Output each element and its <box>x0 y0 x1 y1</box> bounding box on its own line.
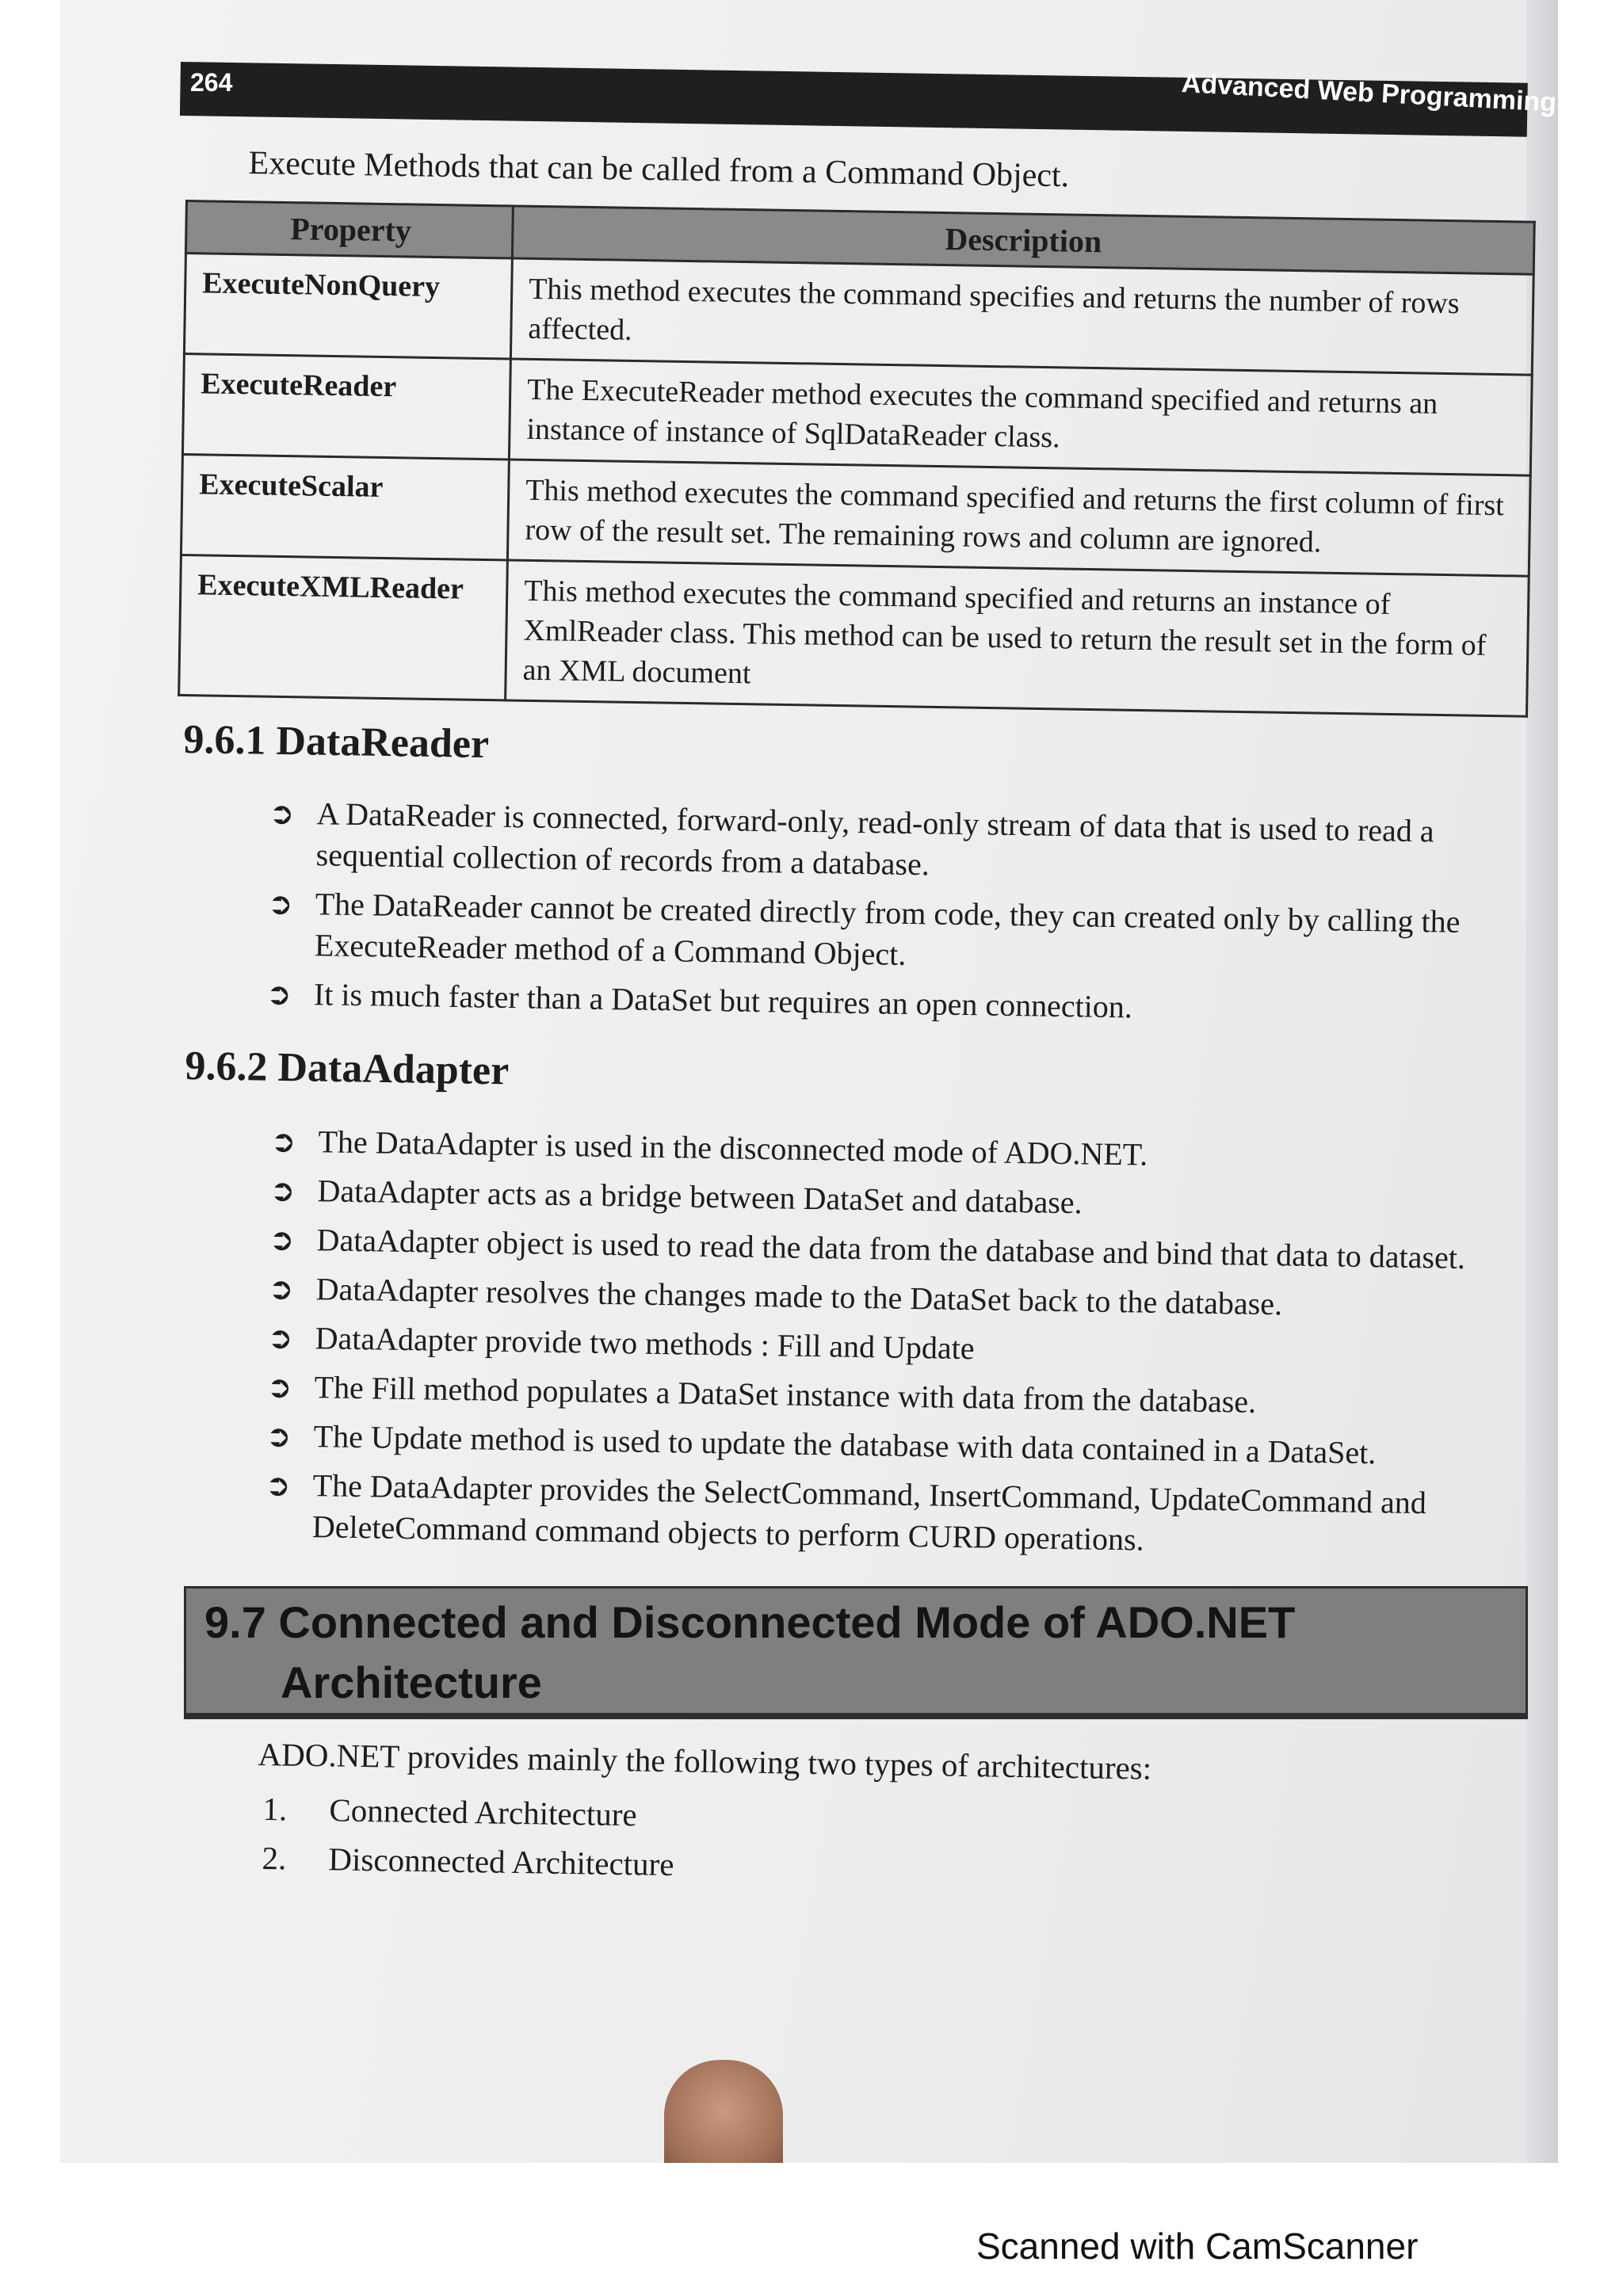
arrow-bullet-icon: ➲ <box>266 1369 292 1405</box>
arrow-bullet-icon: ➲ <box>267 1320 293 1356</box>
heading-line-2: Architecture <box>281 1657 542 1707</box>
bullet-text: DataAdapter resolves the changes made to the DataSet back to the database. <box>315 1271 1283 1322</box>
column-header-description: Description <box>512 206 1534 274</box>
bullet-text: DataAdapter provide two methods : Fill and Update <box>315 1320 975 1367</box>
arrow-bullet-icon: ➲ <box>270 1123 296 1159</box>
arrow-bullet-icon: ➲ <box>265 976 292 1012</box>
bullet-text: The Update method is used to update the database with data contained in a DataSet. <box>313 1418 1377 1471</box>
description-cell: This method executes the command specified and returns the first column of first row of the result set. The remaining rows and column are ignored. <box>507 460 1530 576</box>
table-caption: Execute Methods that can be called from a Command Object. <box>248 144 1070 195</box>
bullet-text: DataAdapter object is used to read the data from the database and bind that data to dataset. <box>316 1222 1466 1276</box>
bullet-text: The DataAdapter is used in the disconnected mode of ADO.NET. <box>318 1123 1148 1173</box>
execute-methods-table <box>178 200 1536 718</box>
section-title-dataadapter: 9.6.2 DataAdapter <box>185 1043 510 1094</box>
bullet-text: DataAdapter acts as a bridge between DataSet and database. <box>317 1173 1083 1221</box>
arrow-bullet-icon: ➲ <box>265 1467 291 1503</box>
arrow-bullet-icon: ➲ <box>269 1173 296 1208</box>
arrow-bullet-icon: ➲ <box>265 1418 292 1454</box>
description-cell: The ExecuteReader method executes the command specified and returns an instance of instance of SqlDataReader class. <box>509 359 1532 475</box>
property-cell: ExecuteScalar <box>181 454 509 559</box>
list-item <box>253 883 1545 986</box>
scanner-watermark: Scanned with CamScanner <box>976 2225 1419 2267</box>
arrow-bullet-icon: ➲ <box>269 795 295 831</box>
property-cell: ExecuteNonQuery <box>184 254 512 359</box>
arrow-bullet-icon: ➲ <box>267 886 293 921</box>
property-cell: ExecuteXMLReader <box>179 555 508 700</box>
arrow-bullet-icon: ➲ <box>269 1222 295 1257</box>
heading-line-1: 9.7 Connected and Disconnected Mode of ADO.NET <box>204 1597 1296 1647</box>
list-item <box>262 1784 675 1840</box>
item-number: 2. <box>262 1839 287 1877</box>
page-number: 264 <box>190 68 233 97</box>
architecture-intro: ADO.NET provides mainly the following two types of architectures: <box>258 1735 1152 1787</box>
section-heading-architecture <box>204 1592 1409 1713</box>
table-row <box>179 555 1529 716</box>
bullet-text: The DataAdapter provides the SelectCommand, InsertCommand, UpdateCommand and DeleteCommand command objects to perform CURD operations. <box>311 1467 1427 1558</box>
list-item <box>250 1464 1543 1567</box>
item-number: 1. <box>262 1790 288 1828</box>
description-cell: This method executes the command specified and returns an instance of XmlReader class. This method can be used to return the result set in the form of an XML document <box>506 560 1529 716</box>
item-text: Connected Architecture <box>329 1791 638 1833</box>
datareader-bullet-list <box>251 792 1546 1043</box>
property-cell: ExecuteReader <box>182 353 510 459</box>
bullet-text: It is much faster than a DataSet but requires an open connection. <box>313 976 1133 1025</box>
architecture-list <box>262 1784 675 1889</box>
running-title: Advanced Web Programming <box>1181 68 1557 118</box>
arrow-bullet-icon: ➲ <box>268 1271 294 1306</box>
bullet-text: The Fill method populates a DataSet instance with data from the database. <box>314 1369 1257 1420</box>
section-title-datareader: 9.6.1 DataReader <box>183 716 490 768</box>
item-text: Disconnected Architecture <box>328 1840 674 1883</box>
dataadapter-bullet-list <box>250 1120 1548 1575</box>
description-cell: This method executes the command specifies and returns the number of rows affected. <box>510 258 1533 375</box>
list-item <box>262 1833 674 1889</box>
bullet-text: A DataReader is connected, forward-only, read-only stream of data that is used to read a sequential collection of records from a database. <box>315 795 1434 883</box>
column-header-property: Property <box>185 201 513 258</box>
bullet-text: The DataReader cannot be created directly from code, they can created only by calling the ExecuteReader method of a Command Object. <box>314 886 1461 972</box>
